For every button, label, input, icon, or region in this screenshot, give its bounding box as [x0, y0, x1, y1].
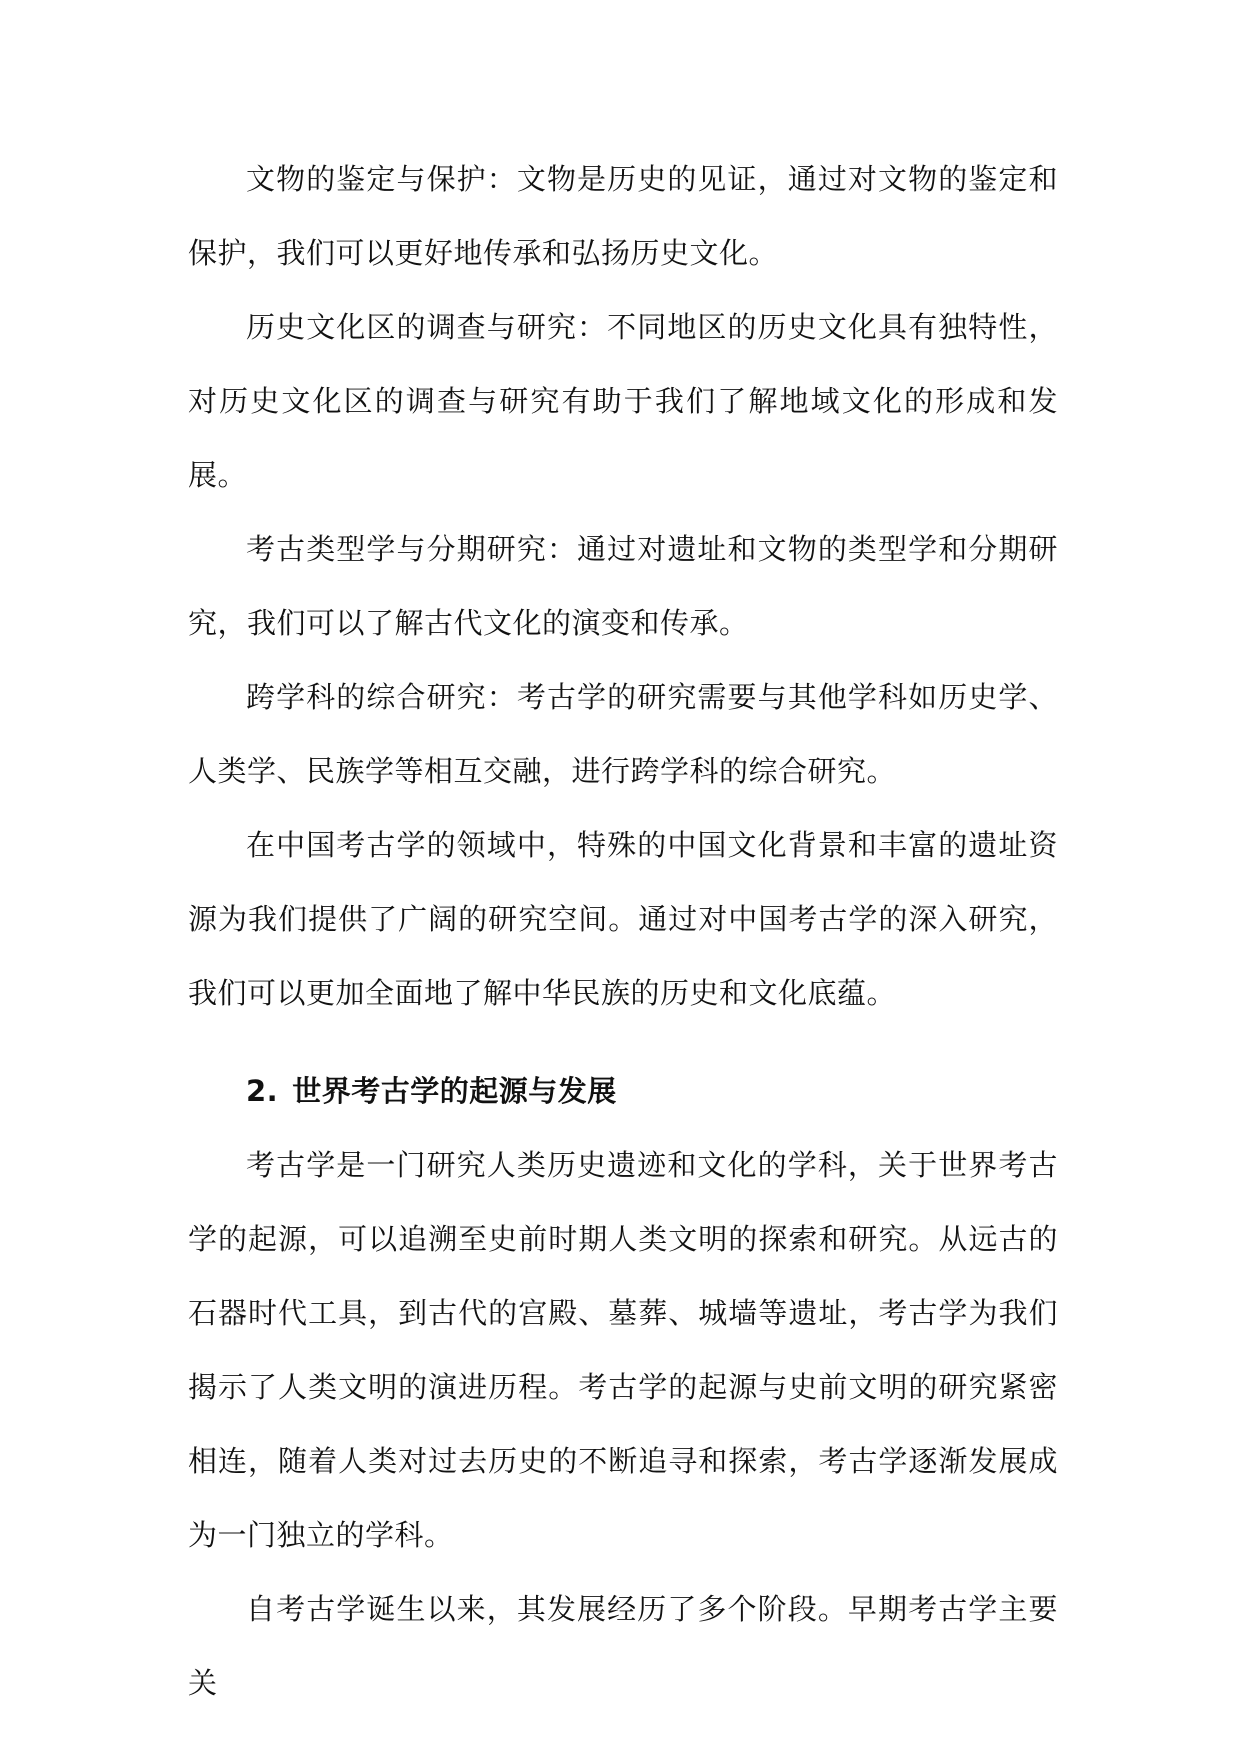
paragraph-typology-periodization: 考古类型学与分期研究：通过对遗址和文物的类型学和分期研究，我们可以了解古代文化的演变和传承。 — [188, 532, 1058, 640]
paragraph-interdisciplinary-research: 跨学科的综合研究：考古学的研究需要与其他学科如历史学、人类学、民族学等相互交融，进行跨学科的综合研究。 — [188, 680, 1058, 788]
paragraph-cultural-region-survey: 历史文化区的调查与研究：不同地区的历史文化具有独特性，对历史文化区的调查与研究有助于我们了解地域文化的形成和发展。 — [188, 310, 1058, 492]
section-title: 世界考古学的起源与发展 — [292, 1074, 617, 1108]
paragraph-archaeology-origins: 考古学是一门研究人类历史遗迹和文化的学科，关于世界考古学的起源，可以追溯至史前时期人类文明的探索和研究。从远古的石器时代工具，到古代的宫殿、墓葬、城墙等遗址，考古学为我们揭示了人类文明的演进历程。考古学的起源与史前文明的研究紧密相连，随着人类对过去历史的不断追寻和探索，考古学逐渐发展成为一门独立的学科。 — [188, 1148, 1058, 1552]
section-heading — [188, 1054, 1058, 1128]
document-body — [188, 142, 1058, 1720]
section-number: 2. — [246, 1074, 279, 1108]
paragraph-artifact-appraisal: 文物的鉴定与保护：文物是历史的见证，通过对文物的鉴定和保护，我们可以更好地传承和弘扬历史文化。 — [188, 162, 1058, 270]
paragraph-chinese-archaeology-summary: 在中国考古学的领域中，特殊的中国文化背景和丰富的遗址资源为我们提供了广阔的研究空间。通过对中国考古学的深入研究，我们可以更加全面地了解中华民族的历史和文化底蕴。 — [188, 828, 1058, 1010]
paragraph-archaeology-development: 自考古学诞生以来，其发展经历了多个阶段。早期考古学主要关 — [188, 1592, 1058, 1700]
